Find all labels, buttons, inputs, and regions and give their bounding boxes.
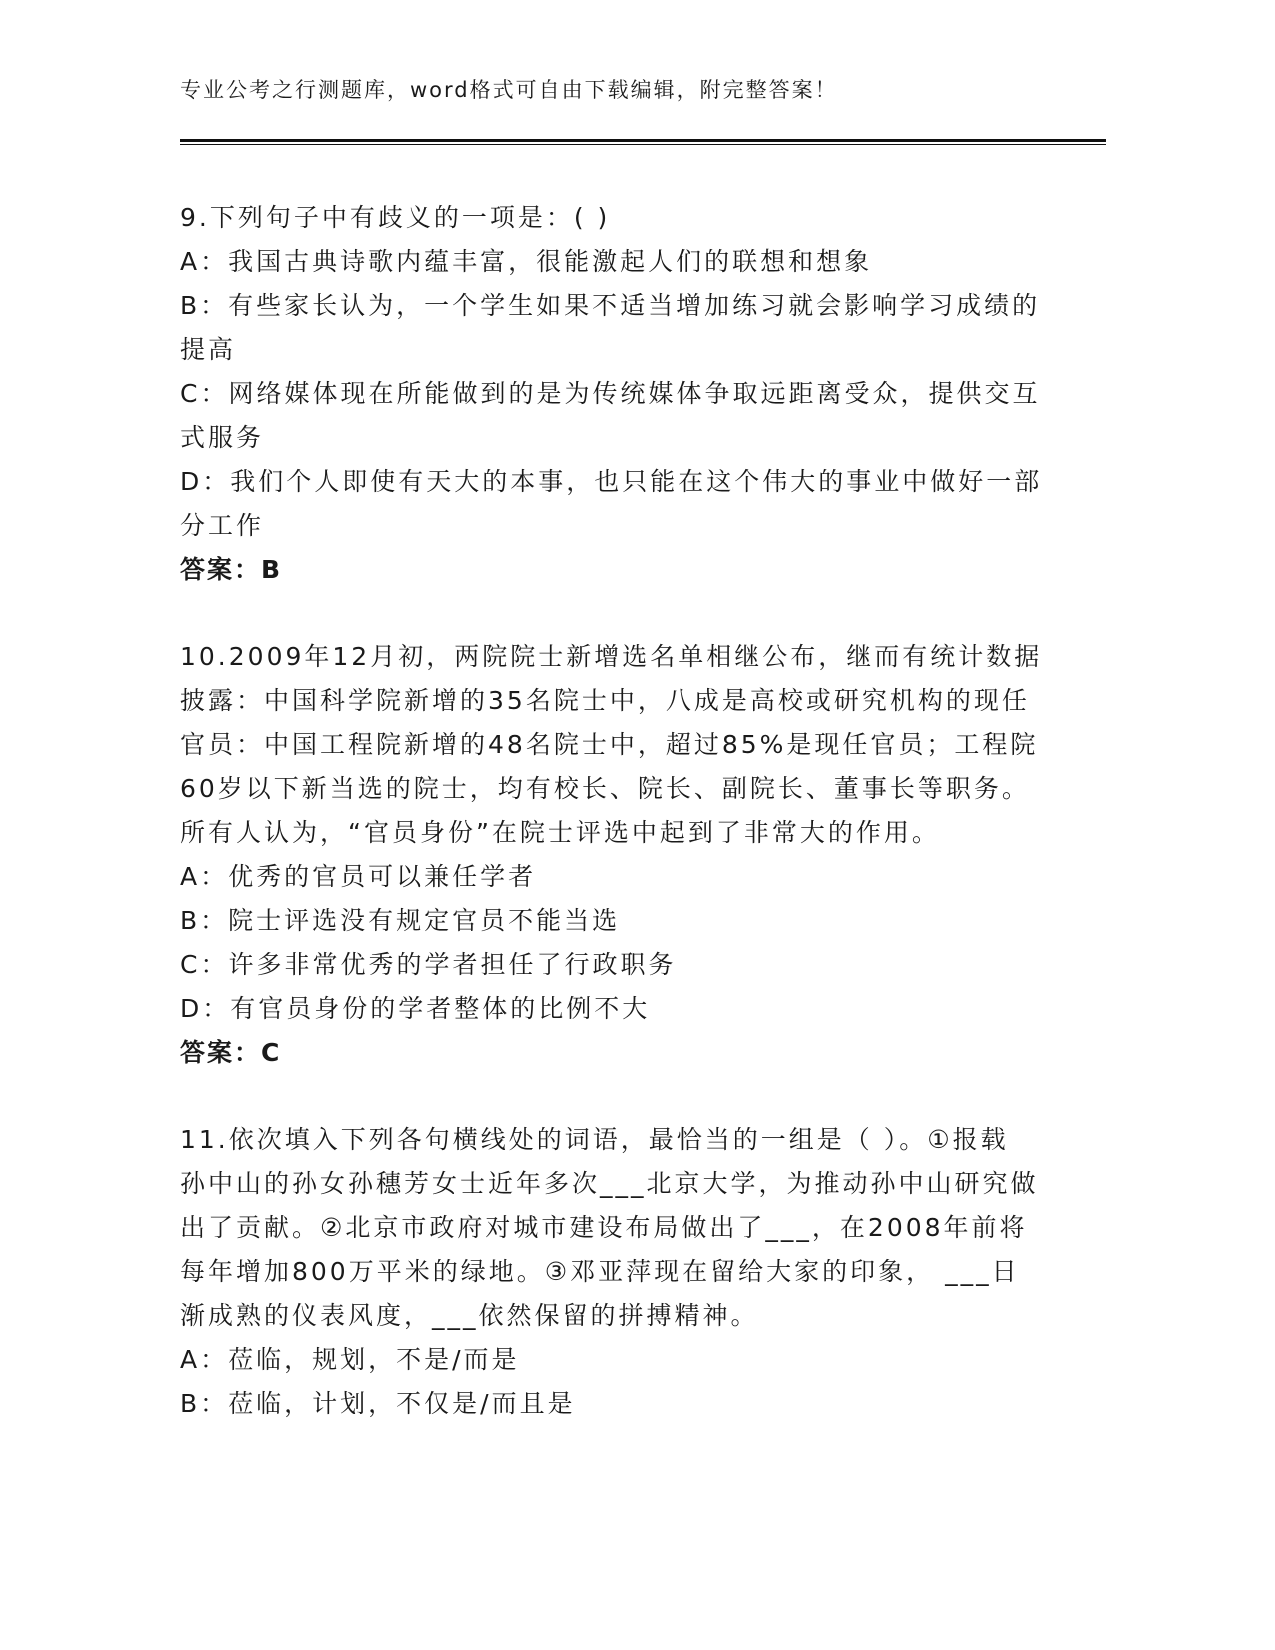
question-stem: 披露：中国科学院新增的35名院士中，八成是高校或研究机构的现任 (180, 686, 1030, 715)
question-stem: 11.依次填入下列各句横线处的词语，最恰当的一组是（ ）。①报载 (180, 1125, 1009, 1154)
option-a: A：莅临，规划，不是/而是 (180, 1345, 520, 1374)
option-c: C：网络媒体现在所能做到的是为传统媒体争取远距离受众，提供交互 (180, 379, 1041, 408)
option-a: A：优秀的官员可以兼任学者 (180, 862, 537, 891)
spacer (180, 592, 1030, 635)
header-divider-thin (180, 144, 1106, 145)
option-b: B：有些家长认为，一个学生如果不适当增加练习就会影响学习成绩的 (180, 291, 1041, 320)
question-9 (180, 196, 1043, 592)
question-stem: 9.下列句子中有歧义的一项是：( ) (180, 203, 611, 232)
question-stem: 10.2009年12月初，两院院士新增选名单相继公布，继而有统计数据 (180, 642, 1043, 671)
page-header-text: 专业公考之行测题库，word格式可自由下载编辑，附完整答案！ (180, 78, 838, 102)
option-b-cont: 提高 (180, 335, 237, 364)
spacer (180, 1075, 1030, 1118)
answer-line: 答案：C (180, 1038, 282, 1067)
option-c: C：许多非常优秀的学者担任了行政职务 (180, 950, 677, 979)
option-d-cont: 分工作 (180, 511, 265, 540)
question-stem: 出了贡献。②北京市政府对城市建设布局做出了___，在2008年前将 (180, 1213, 1028, 1242)
question-stem: 所有人认为，“官员身份”在院士评选中起到了非常大的作用。 (180, 818, 940, 847)
header-divider (180, 139, 1106, 142)
option-b: B：院士评选没有规定官员不能当选 (180, 906, 621, 935)
question-11 (180, 1118, 1039, 1426)
question-stem: 每年增加800万平米的绿地。③邓亚萍现在留给大家的印象， ___日 (180, 1257, 1020, 1286)
question-stem: 渐成熟的仪表风度，___依然保留的拼搏精神。 (180, 1301, 759, 1330)
option-d: D：我们个人即使有天大的本事，也只能在这个伟大的事业中做好一部 (180, 467, 1043, 496)
answer-line: 答案：B (180, 555, 283, 584)
question-10 (180, 635, 1043, 1075)
option-d: D：有官员身份的学者整体的比例不大 (180, 994, 651, 1023)
question-stem: 官员：中国工程院新增的48名院士中，超过85%是现任官员；工程院 (180, 730, 1039, 759)
option-a: A：我国古典诗歌内蕴丰富，很能激起人们的联想和想象 (180, 247, 873, 276)
option-b: B：莅临，计划，不仅是/而且是 (180, 1389, 576, 1418)
question-list (180, 196, 1043, 1426)
question-stem: 60岁以下新当选的院士，均有校长、院长、副院长、董事长等职务。 (180, 774, 1030, 803)
option-c-cont: 式服务 (180, 423, 265, 452)
question-stem: 孙中山的孙女孙穗芳女士近年多次___北京大学，为推动孙中山研究做 (180, 1169, 1039, 1198)
